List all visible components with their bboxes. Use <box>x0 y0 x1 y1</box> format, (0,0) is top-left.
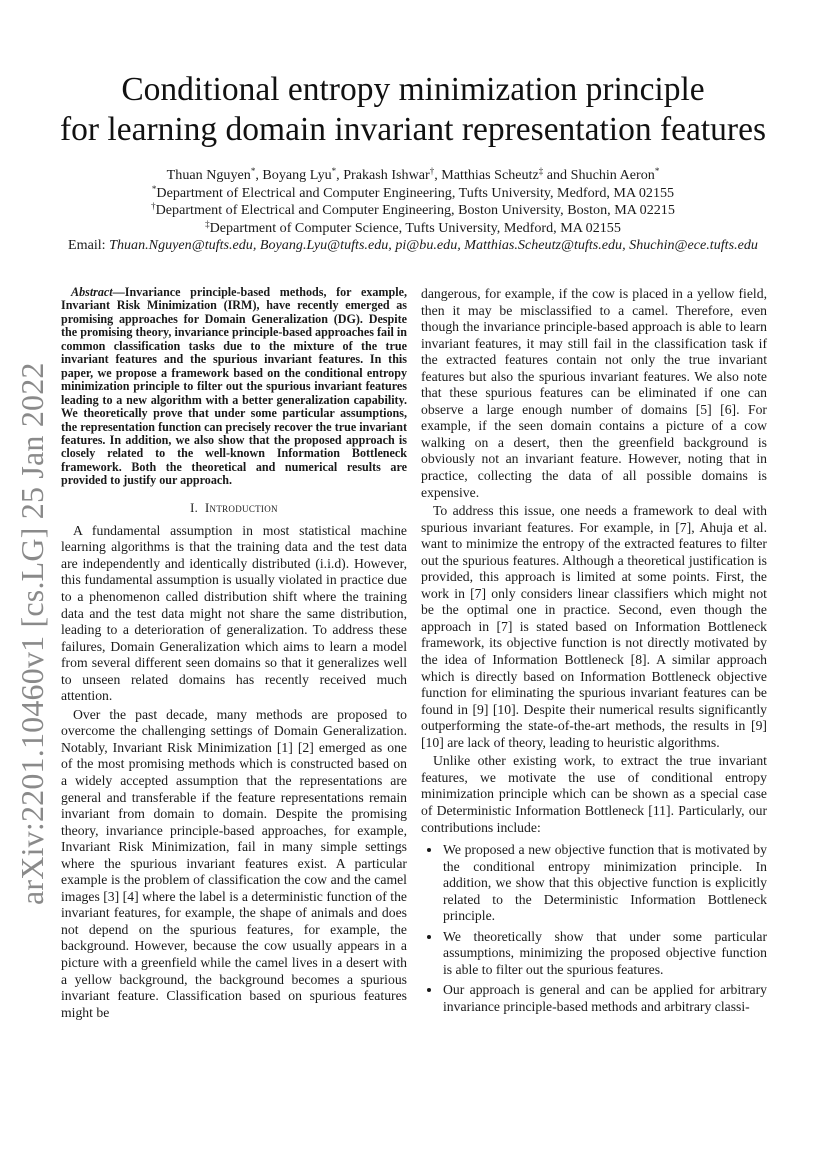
section-title: Introduction <box>205 500 278 515</box>
author-name: Shuchin Aeron <box>570 167 655 183</box>
author-separator: , <box>255 167 263 183</box>
author-separator: , <box>336 167 344 183</box>
author-mark: ‡ <box>538 166 544 176</box>
contribution-item: • We proposed a new objective function that is motivated by the conditional entropy minimization principle. In addition, we show that this objective function is explicitly related to the Deterministic Information Bottleneck principle. <box>442 842 767 925</box>
author-name: Boyang Lyu <box>262 167 332 183</box>
contribution-item: • Our approach is general and can be applied for arbitrary invariance principle-based methods and arbitrary classi- <box>442 982 767 1015</box>
intro-paragraph-3: To address this issue, one needs a framework to deal with spurious invariant features. For example, in [7], Ahuja et al. want to minimize the entropy of the extracted features to filter out the spurious features. Although a theoretical justification is provided, this approach is limited at some points. First, the work in [7] only considers linear classifiers which might not be the optimal one in practice. Second, even though the approach in [7] is stated based on Information Bottleneck framework, its objective function is not directly motivated by the idea of Information Bottleneck [8]. A similar approach which is directly based on Information Bottleneck objective function for eliminating the spurious invariant features can be found in [9] [10]. Despite their numerical results significantly outperforming the state-of-the-art methods, the results in [9] [10] are lack of theory, leading to heuristic algorithms. <box>421 503 767 750</box>
abstract-dash: — <box>112 285 125 299</box>
affiliation-text: Department of Computer Science, Tufts University, Medford, MA 02155 <box>209 219 621 236</box>
author-mark: * <box>654 166 660 176</box>
right-column <box>421 286 767 1020</box>
abstract <box>61 286 407 488</box>
affiliation-text: Department of Electrical and Computer Engineering, Tufts University, Medford, MA 02155 <box>156 184 675 201</box>
email-line <box>0 237 826 255</box>
affiliation-mark: ‡ <box>205 218 210 229</box>
author-block <box>0 167 826 255</box>
author-name: Thuan Nguyen <box>166 167 251 183</box>
author-list <box>0 167 826 185</box>
author-separator: , <box>434 167 442 183</box>
author-mark: † <box>429 166 435 176</box>
paper-title <box>0 70 826 150</box>
abstract-text: Invariance principle-based methods, for example, Invariant Risk Minimization (IRM), have recently emerged as promising approaches for Domain Generalization (DG). Despite the promising theory, invariance principle-based approaches fail in common classification tasks due to the mixture of the true invariant features and the spurious invariant features. In this paper, we propose a framework based on the conditional entropy minimization principle to filter out the spurious invariant features leading to a new algorithm with a better generalization capability. We theoretically prove that under some particular assumptions, the representation function can precisely recover the true invariant features. In addition, we also show that the proposed approach is closely related to the well-known Information Bottleneck framework. Both the theoretical and numerical results are provided to justify our approach. <box>61 285 407 488</box>
arxiv-stamp: arXiv:2201.10460v1 [cs.LG] 25 Jan 2022 <box>14 362 50 905</box>
contributions-list <box>421 842 767 1015</box>
left-column <box>61 286 407 1023</box>
intro-paragraph-2-continued: dangerous, for example, if the cow is placed in a yellow field, then it may be misclassified to a camel. Therefore, even though the invariance principle-based approach is able to learn invariant features, it may still fail in the classification task if the extracted features contain not only the true invariant features but also the spurious invariant features. We also note that these spurious features can be eliminated if one can observe a large enough number of domains [5] [6]. For example, if the seen domain contains a picture of a cow walking on a desert, then the greenfield background is obviously not an invariant feature. However, noting that in practice, collecting the data of all possible domains is expensive. <box>421 286 767 500</box>
author-name: Matthias Scheutz <box>441 167 539 183</box>
title-line-1: Conditional entropy minimization principle <box>121 71 705 108</box>
intro-paragraph-1: A fundamental assumption in most statistical machine learning algorithms is that the training data and the test data are independently and identically distributed (i.i.d). However, this fundamental assumption is usually violated in practice due to a phenomenon called distribution shift where the training data and the test data might not share the same distribution, leading to a deterioration of generalization. To address these failures, Domain Generalization which aims to learn a model from several different seen domains so that it generalizes well to unseen related domains has recently received much attention. <box>61 522 407 704</box>
affiliation <box>0 185 826 203</box>
email-label: Email: <box>68 237 110 254</box>
affiliation-mark: † <box>151 201 156 212</box>
section-heading-introduction <box>61 501 407 516</box>
affiliation-text: Department of Electrical and Computer Engineering, Boston University, Boston, MA 02215 <box>155 202 675 219</box>
contribution-item: • We theoretically show that under some particular assumptions, minimizing the proposed objective function is able to filter out the spurious features. <box>442 929 767 979</box>
author-name: Prakash Ishwar <box>343 167 430 183</box>
author-mark: * <box>250 166 256 176</box>
abstract-label: Abstract <box>71 285 113 299</box>
author-separator: and <box>543 167 571 183</box>
email-addresses[interactable]: Thuan.Nguyen@tufts.edu, Boyang.Lyu@tufts.edu, pi@bu.edu, Matthias.Scheutz@tufts.edu, Shuchin@ece.tufts.edu <box>109 237 758 254</box>
title-line-2: for learning domain invariant representation features <box>59 111 766 148</box>
author-mark: * <box>331 166 337 176</box>
section-number: I. <box>190 500 199 515</box>
affiliation <box>0 202 826 220</box>
affiliation <box>0 220 826 238</box>
affiliation-mark: * <box>151 183 157 194</box>
intro-paragraph-2: Over the past decade, many methods are proposed to overcome the challenging settings of Domain Generalization. Notably, Invariant Risk Minimization [1] [2] emerged as one of the most promising methods which is constructed based on a widely accepted assumption that the representations are general and transferable if the feature representations remain invariant from domain to domain. Despite the promising theory, invariance principle-based approaches, for example, Invariant Risk Minimization, fail in many simple settings where the spurious invariant features exist. A particular example is the problem of classification the cow and the camel images [3] [4] where the label is a deterministic function of the invariant features, for example, the shape of animals and does not depend on the spurious features, for example, the background. However, because the cow usually appears in a picture with a greenfield while the camel lives in a desert with a yellow background, the background becomes a spurious invariant feature. Classification based on spurious features might be <box>61 706 407 1020</box>
intro-paragraph-4: Unlike other existing work, to extract the true invariant features, we motivate the use of conditional entropy minimization principle which can be shown as a special case of Deterministic Information Bottleneck [11]. Particularly, our contributions include: <box>421 753 767 835</box>
